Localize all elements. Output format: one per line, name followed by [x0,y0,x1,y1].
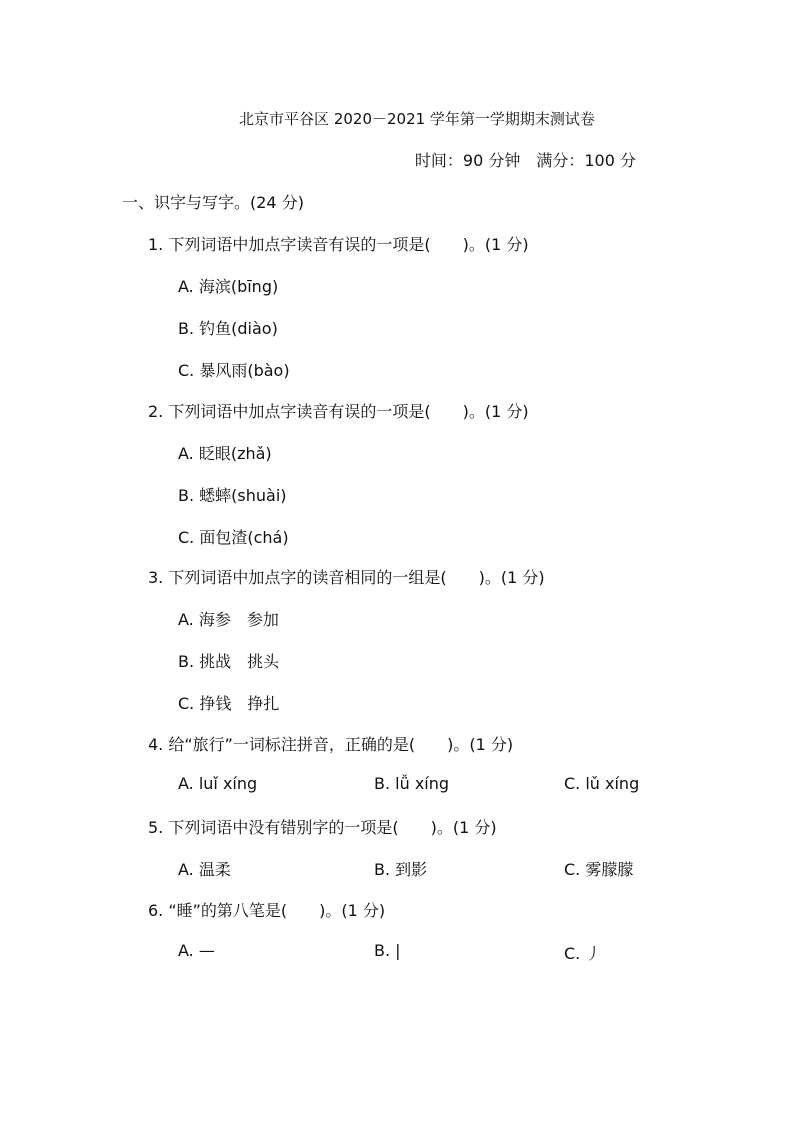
question-2-option-a: A. 眨眼(zhǎ) [178,444,272,463]
question-1-option-c: C. 暴风雨(bào) [178,361,290,380]
question-4-option-c: C. lǔ xíng [564,774,640,793]
question-4-option-a: A. luǐ xíng [178,774,258,793]
question-4-stem: 4. 给“旅行”一词标注拼音，正确的是( )。(1 分) [148,735,514,754]
question-2-stem: 2. 下列词语中加点字读音有误的一项是( )。(1 分) [148,402,529,421]
question-4-option-b: B. lǚ xíng [374,774,450,793]
question-6-option-b: B. | [374,941,401,960]
question-1-stem: 1. 下列词语中加点字读音有误的一项是( )。(1 分) [148,235,529,254]
question-6-option-c: C. 丿 [564,944,602,963]
question-2-option-b: B. 蟋蟀(shuài) [178,486,287,505]
exam-time-score: 时间：90 分钟 满分：100 分 [414,151,636,170]
question-5-option-c: C. 雾朦朦 [564,860,634,879]
exam-title: 北京市平谷区 2020－2021 学年第一学期期末测试卷 [239,110,595,128]
question-3-stem: 3. 下列词语中加点字的读音相同的一组是( )。(1 分) [148,568,545,587]
question-5-option-a: A. 温柔 [178,860,231,879]
question-5-option-b: B. 到影 [374,860,428,879]
question-6-stem: 6. “睡”的第八笔是( )。(1 分) [148,901,386,920]
section-heading: 一、识字与写字。(24 分) [122,193,304,212]
question-6-option-a: A. — [178,941,215,960]
question-1-option-b: B. 钓鱼(diào) [178,319,278,338]
question-5-stem: 5. 下列词语中没有错别字的一项是( )。(1 分) [148,818,497,837]
question-2-option-c: C. 面包渣(chá) [178,528,289,547]
question-3-option-a: A. 海参 参加 [178,610,279,629]
question-1-option-a: A. 海滨(bīng) [178,277,279,296]
question-3-option-b: B. 挑战 挑头 [178,652,280,671]
question-3-option-c: C. 挣钱 挣扎 [178,694,280,713]
